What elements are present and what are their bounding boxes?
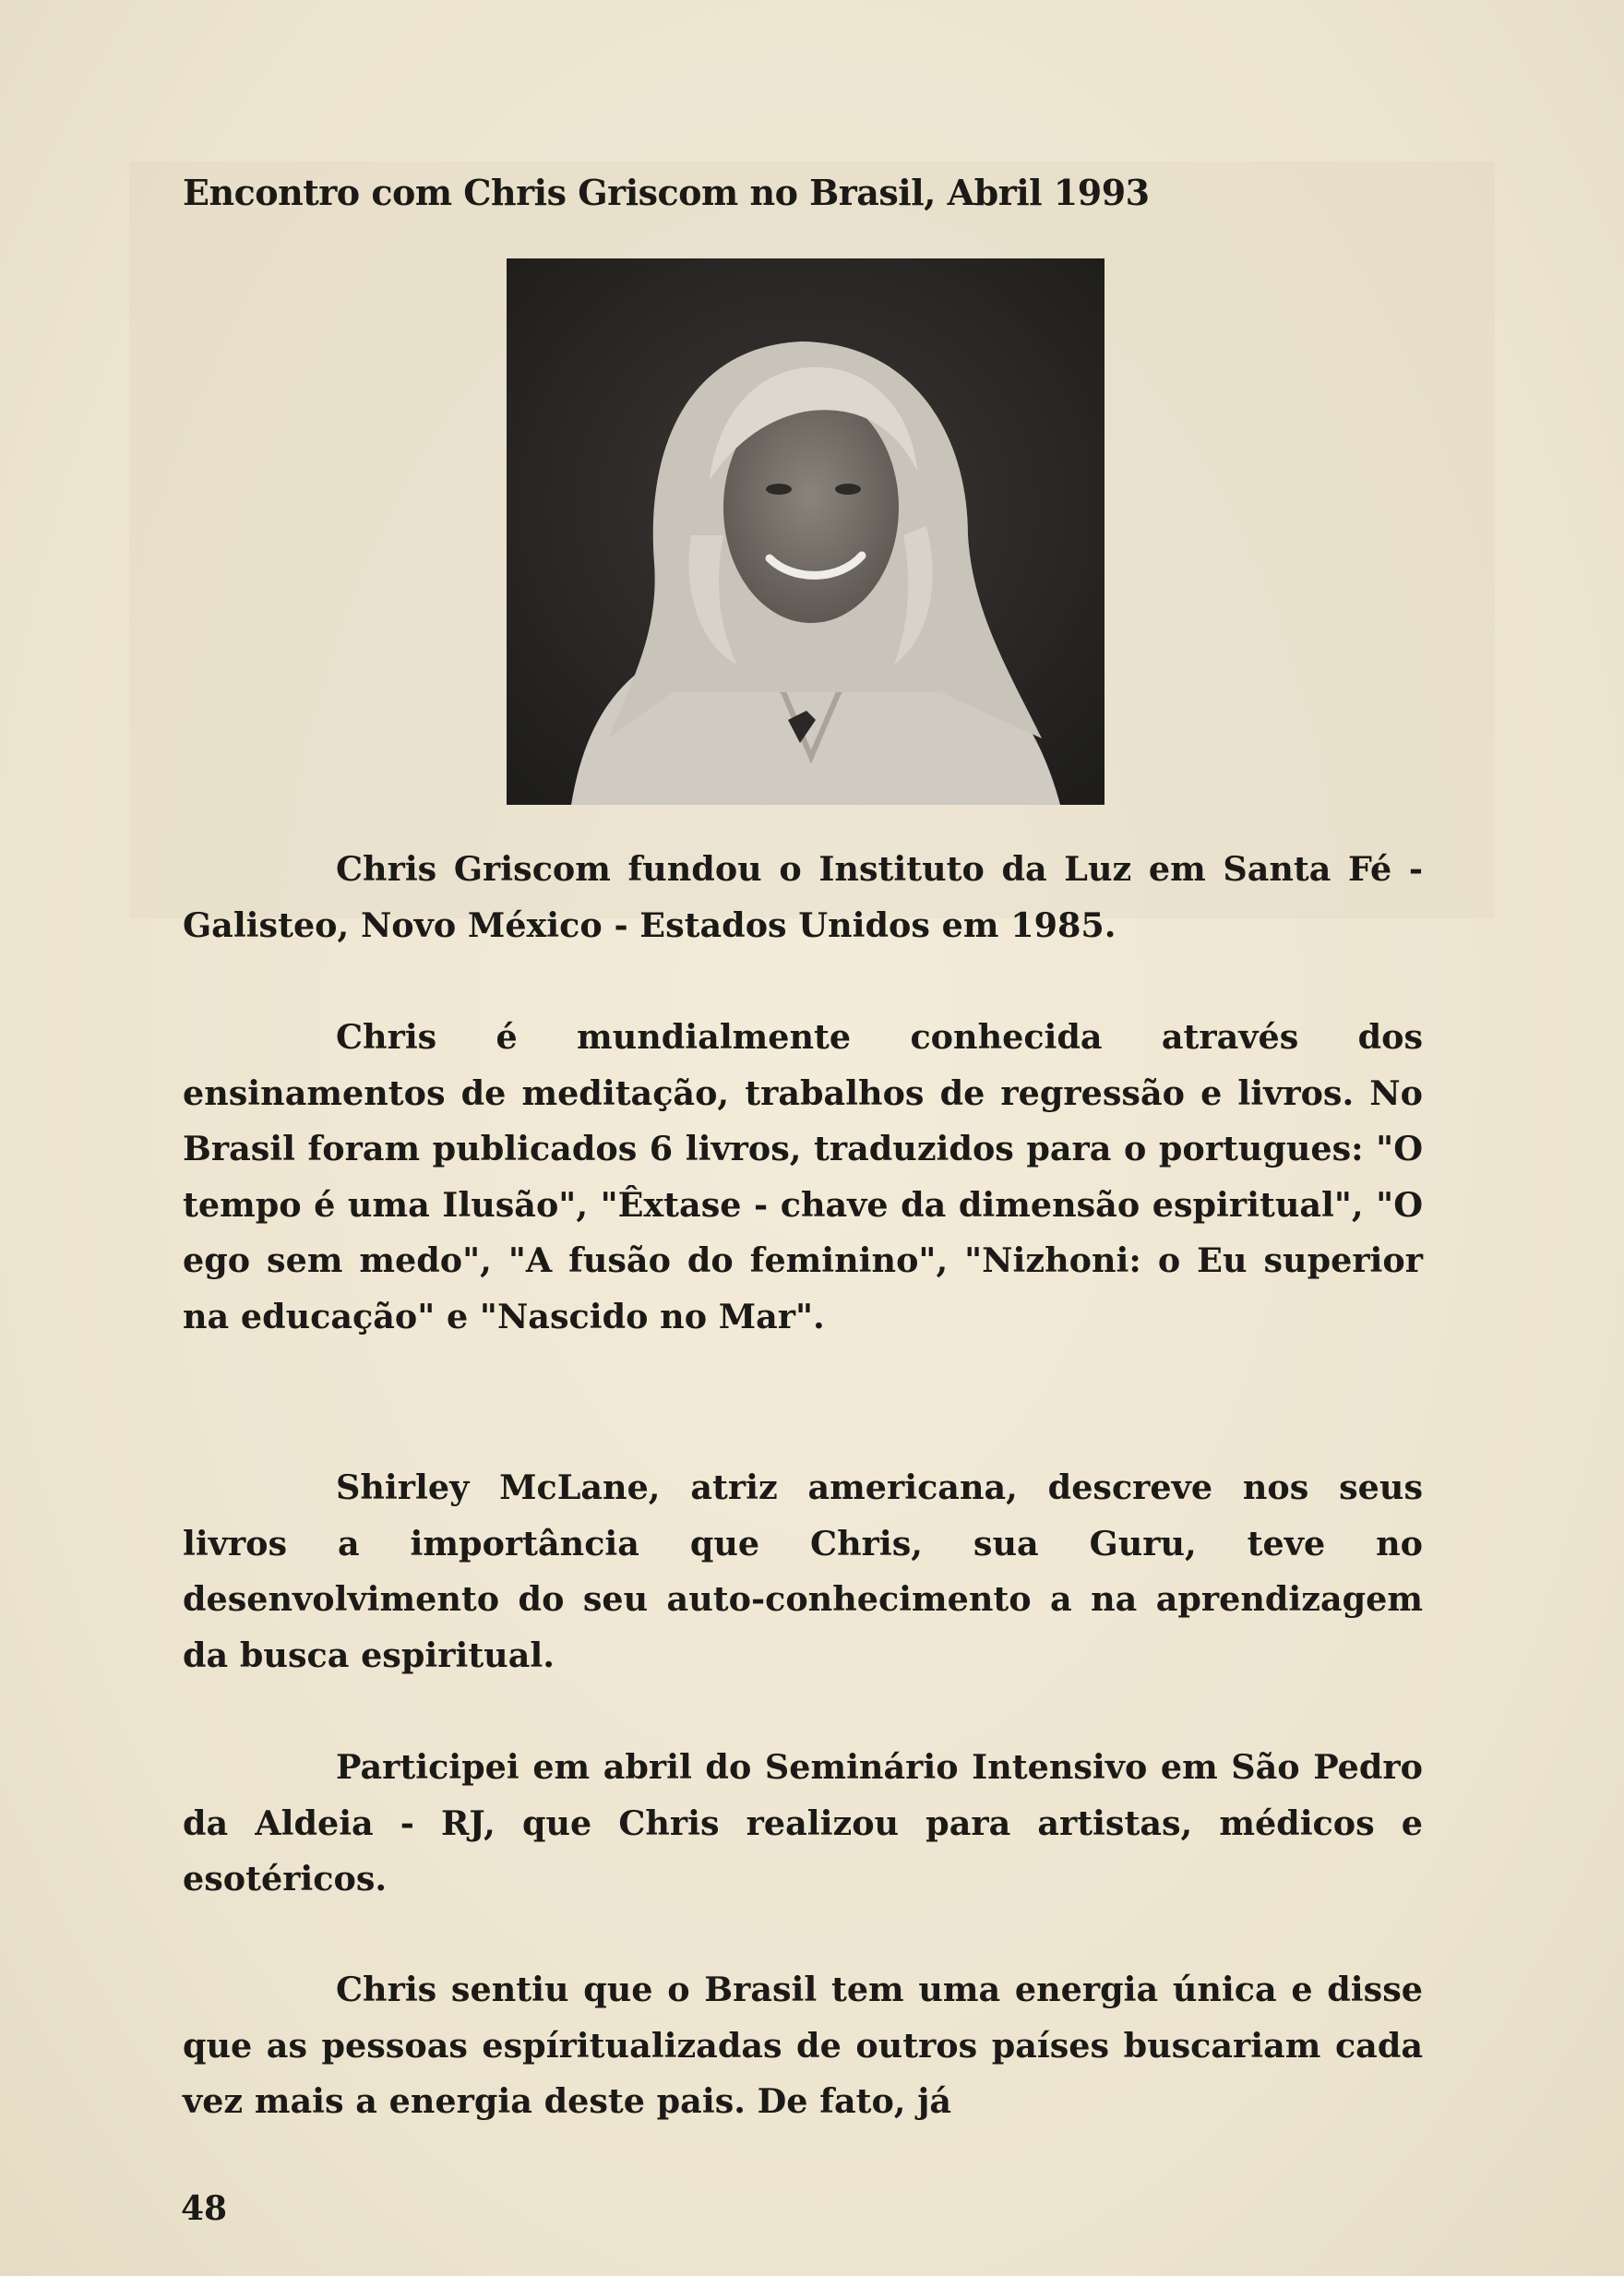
paragraph-text: Shirley McLane, atriz americana, descreve nos seus livros a importância que Chris, sua Guru, teve no desenvolvimento do seu auto-conhecimento a na aprendizagem da busca espiritual. xyxy=(183,1467,1423,1675)
paragraph-shirley xyxy=(183,1460,1423,1683)
portrait-photo xyxy=(507,258,1105,805)
paragraph-seminario xyxy=(183,1740,1423,1908)
paragraph-text: Participei em abril do Seminário Intensivo em São Pedro da Aldeia - RJ, que Chris realizou para artistas, médicos e esotéricos. xyxy=(183,1747,1423,1899)
paragraph-text: em Santa Fé - Galisteo, Novo México - Estados Unidos em 1985. xyxy=(183,849,1423,945)
paragraph-text: Chris sentiu que o Brasil tem uma energia única e disse que as pessoas espíritualizadas de outros países buscariam cada vez mais a energia deste pais. De fato, já xyxy=(183,1970,1423,2121)
paragraph-text: Chris Griscom fundou o xyxy=(336,849,819,889)
page-heading: Encontro com Chris Griscom no Brasil, Abril 1993 xyxy=(183,172,1150,213)
paragraph-books xyxy=(183,1010,1423,1345)
paragraph-instituto xyxy=(183,842,1423,953)
paragraph-text: Chris é mundialmente conhecida através dos ensinamentos de meditação, trabalhos de regressão e livros. No Brasil foram publicados 6 livros, traduzidos para o portugues: "O tempo é uma Ilusão", "Êxtase - chave da dimensão espiritual", "O ego sem medo", "A fusão do feminino", "Nizhoni: o Eu superior na educação" e "Nascido no Mar". xyxy=(183,1017,1423,1336)
page-number: 48 xyxy=(181,2189,228,2228)
paragraph-energia xyxy=(183,1962,1423,2130)
instituto-name: Instituto da Luz xyxy=(818,849,1132,889)
